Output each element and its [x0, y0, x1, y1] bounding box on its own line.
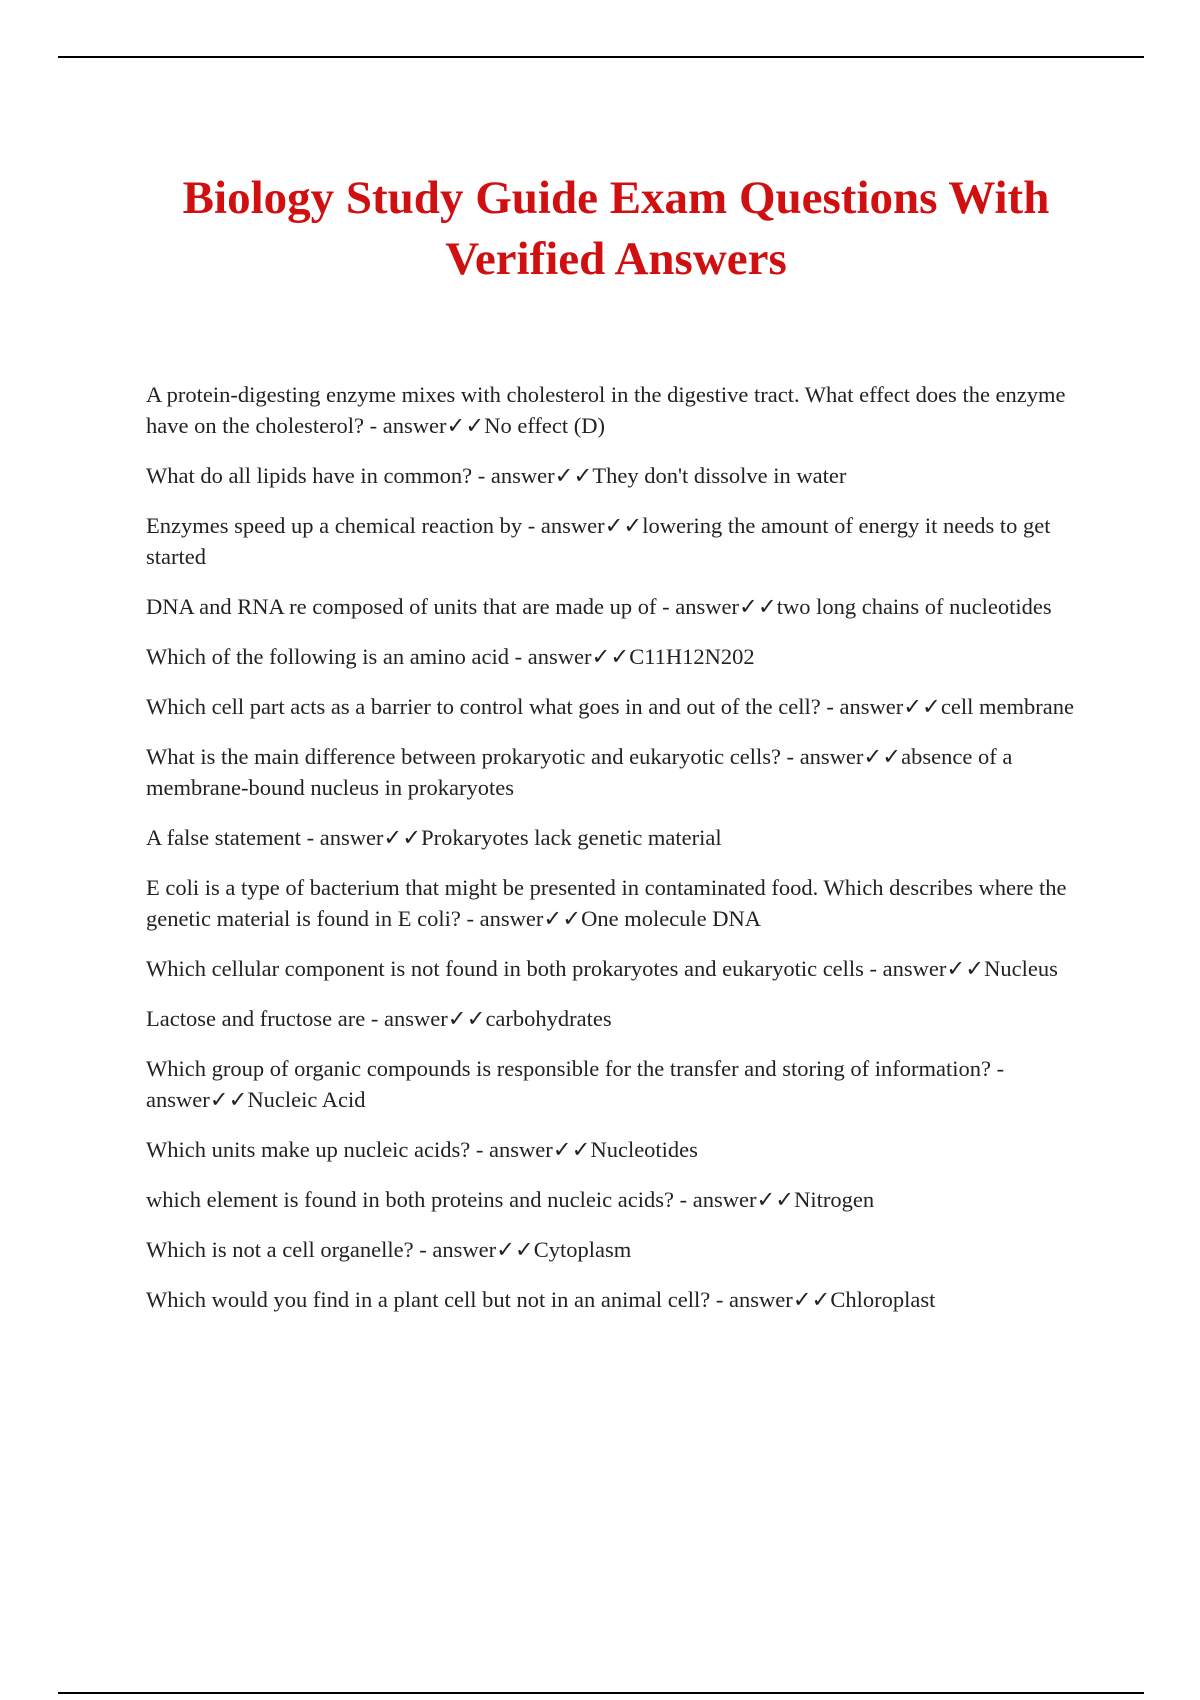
- answer-text: Nucleotides: [590, 1137, 698, 1162]
- answer-marker: answer✓✓: [799, 744, 902, 769]
- answer-marker: answer✓✓: [146, 1087, 248, 1112]
- qa-item: [146, 591, 1096, 622]
- answer-marker: answer✓✓: [432, 1237, 534, 1262]
- qa-item: [146, 510, 1096, 572]
- bottom-rule: [58, 1692, 1144, 1694]
- answer-marker: answer✓✓: [490, 463, 593, 488]
- answer-text: Nitrogen: [794, 1187, 875, 1212]
- question-text: Which cellular component is not found in both prokaryotes and eukaryotic cells -: [146, 956, 883, 981]
- question-text: Enzymes speed up a chemical reaction by -: [146, 513, 541, 538]
- qa-item: [146, 822, 1096, 853]
- answer-text: cell membrane: [940, 694, 1074, 719]
- answer-text: lowering the amount of energy it needs to get started: [146, 513, 1051, 569]
- qa-item: [146, 1003, 1096, 1034]
- qa-item: [146, 953, 1096, 984]
- answer-text: One molecule DNA: [581, 906, 762, 931]
- question-text: Lactose and fructose are -: [146, 1006, 384, 1031]
- qa-item: [146, 691, 1096, 722]
- qa-item: [146, 1053, 1096, 1115]
- question-text: Which of the following is an amino acid -: [146, 644, 528, 669]
- answer-text: Cytoplasm: [533, 1237, 632, 1262]
- answer-text: C11H12N202: [629, 644, 755, 669]
- qa-item: [146, 641, 1096, 672]
- qa-item: [146, 1284, 1096, 1315]
- answer-text: No effect (D): [484, 413, 605, 438]
- answer-marker: answer✓✓: [489, 1137, 591, 1162]
- question-text: which element is found in both proteins and nucleic acids? -: [146, 1187, 693, 1212]
- answer-marker: answer✓✓: [692, 1187, 795, 1212]
- answer-marker: answer✓✓: [527, 644, 630, 669]
- answer-text: carbohydrates: [485, 1006, 612, 1031]
- question-text: A false statement -: [146, 825, 320, 850]
- answer-text: Nucleus: [984, 956, 1058, 981]
- answer-marker: answer✓✓: [540, 513, 643, 538]
- document-title: Biology Study Guide Exam Questions With Verified Answers: [182, 172, 1050, 285]
- question-text: What do all lipids have in common? -: [146, 463, 491, 488]
- qa-item: [146, 379, 1096, 441]
- answer-marker: answer✓✓: [479, 906, 582, 931]
- answer-marker: answer✓✓: [384, 1006, 486, 1031]
- question-text: E coli is a type of bacterium that might be presented in contaminated food. Which describes where the genetic material is found in E coli? -: [146, 875, 1067, 931]
- question-text: A protein-digesting enzyme mixes with cholesterol in the digestive tract. What effect does the enzyme have on the cholesterol? -: [146, 382, 1066, 438]
- qa-item: [146, 872, 1096, 934]
- answer-marker: answer✓✓: [728, 1287, 831, 1312]
- qa-item: [146, 1134, 1096, 1165]
- qa-item: [146, 741, 1096, 803]
- answer-marker: answer✓✓: [382, 413, 485, 438]
- question-text: DNA and RNA re composed of units that are made up of -: [146, 594, 676, 619]
- answer-text: They don't dissolve in water: [592, 463, 847, 488]
- top-rule: [58, 56, 1144, 58]
- question-text: Which is not a cell organelle? -: [146, 1237, 433, 1262]
- answer-marker: answer✓✓: [319, 825, 422, 850]
- answer-text: absence of a membrane-bound nucleus in prokaryotes: [146, 744, 1013, 800]
- qa-item: [146, 460, 1096, 491]
- answer-text: two long chains of nucleotides: [776, 594, 1052, 619]
- question-text: Which units make up nucleic acids? -: [146, 1137, 490, 1162]
- question-text: What is the main difference between prokaryotic and eukaryotic cells? -: [146, 744, 800, 769]
- question-text: Which cell part acts as a barrier to control what goes in and out of the cell? -: [146, 694, 840, 719]
- question-text: Which would you find in a plant cell but not in an animal cell? -: [146, 1287, 729, 1312]
- answer-text: Prokaryotes lack genetic material: [421, 825, 722, 850]
- answer-text: Chloroplast: [830, 1287, 936, 1312]
- qa-list: [146, 379, 1096, 1334]
- answer-marker: answer✓✓: [675, 594, 777, 619]
- answer-marker: answer✓✓: [882, 956, 985, 981]
- qa-item: [146, 1234, 1096, 1265]
- question-text: Which group of organic compounds is responsible for the transfer and storing of information? -: [146, 1056, 1005, 1081]
- answer-text: Nucleic Acid: [247, 1087, 366, 1112]
- qa-item: [146, 1184, 1096, 1215]
- answer-marker: answer✓✓: [839, 694, 941, 719]
